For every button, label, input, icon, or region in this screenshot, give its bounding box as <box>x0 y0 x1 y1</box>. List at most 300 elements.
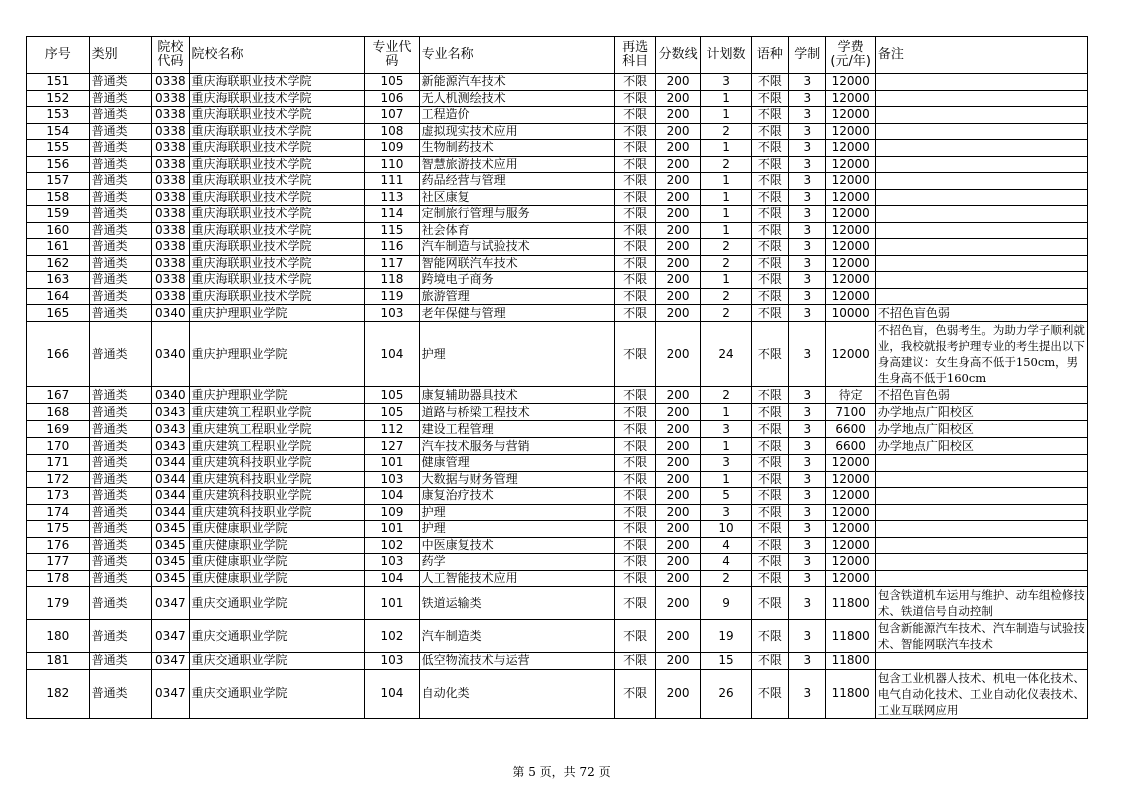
cell-school-code: 0343 <box>152 438 189 455</box>
cell-school-name: 重庆护理职业学院 <box>189 305 365 322</box>
cell-years: 3 <box>789 222 826 239</box>
cell-reselect: 不限 <box>615 504 655 521</box>
cell-seq: 156 <box>27 156 90 173</box>
cell-category: 普通类 <box>89 322 152 387</box>
cell-plan: 1 <box>701 222 751 239</box>
cell-plan: 4 <box>701 554 751 571</box>
cell-fee: 12000 <box>826 537 875 554</box>
cell-note <box>875 206 1087 223</box>
cell-school-code: 0340 <box>152 322 189 387</box>
cell-major-code: 112 <box>365 421 420 438</box>
cell-plan: 2 <box>701 156 751 173</box>
cell-years: 3 <box>789 272 826 289</box>
cell-school-name: 重庆海联职业技术学院 <box>189 156 365 173</box>
cell-score: 200 <box>655 123 700 140</box>
cell-note <box>875 173 1087 190</box>
cell-reselect: 不限 <box>615 173 655 190</box>
cell-note <box>875 140 1087 157</box>
cell-major-name: 生物制药技术 <box>419 140 615 157</box>
header-major-name: 专业名称 <box>419 37 615 74</box>
cell-major-name: 智慧旅游技术应用 <box>419 156 615 173</box>
cell-lang: 不限 <box>751 521 788 538</box>
cell-school-name: 重庆健康职业学院 <box>189 570 365 587</box>
cell-fee: 12000 <box>826 140 875 157</box>
cell-school-code: 0338 <box>152 74 189 91</box>
cell-years: 3 <box>789 554 826 571</box>
cell-school-code: 0344 <box>152 488 189 505</box>
cell-category: 普通类 <box>89 521 152 538</box>
table-row <box>27 272 1088 289</box>
header-school-name: 院校名称 <box>189 37 365 74</box>
cell-fee: 12000 <box>826 156 875 173</box>
cell-school-code: 0347 <box>152 669 189 718</box>
table-row <box>27 288 1088 305</box>
cell-score: 200 <box>655 421 700 438</box>
cell-reselect: 不限 <box>615 669 655 718</box>
cell-major-name: 药学 <box>419 554 615 571</box>
cell-lang: 不限 <box>751 404 788 421</box>
cell-fee: 6600 <box>826 421 875 438</box>
cell-note <box>875 156 1087 173</box>
cell-category: 普通类 <box>89 537 152 554</box>
cell-years: 3 <box>789 74 826 91</box>
cell-seq: 159 <box>27 206 90 223</box>
cell-seq: 157 <box>27 173 90 190</box>
cell-fee: 12000 <box>826 107 875 124</box>
cell-school-name: 重庆交通职业学院 <box>189 620 365 653</box>
cell-note <box>875 123 1087 140</box>
cell-major-name: 大数据与财务管理 <box>419 471 615 488</box>
cell-plan: 5 <box>701 488 751 505</box>
header-reselect: 再选科目 <box>615 37 655 74</box>
cell-note <box>875 255 1087 272</box>
table-row <box>27 404 1088 421</box>
header-lang: 语种 <box>751 37 788 74</box>
table-row <box>27 189 1088 206</box>
cell-major-code: 109 <box>365 140 420 157</box>
cell-score: 200 <box>655 404 700 421</box>
cell-years: 3 <box>789 404 826 421</box>
cell-lang: 不限 <box>751 107 788 124</box>
cell-plan: 2 <box>701 239 751 256</box>
cell-years: 3 <box>789 189 826 206</box>
cell-years: 3 <box>789 156 826 173</box>
cell-major-name: 汽车制造类 <box>419 620 615 653</box>
cell-category: 普通类 <box>89 488 152 505</box>
cell-seq: 170 <box>27 438 90 455</box>
cell-years: 3 <box>789 305 826 322</box>
cell-years: 3 <box>789 570 826 587</box>
cell-major-code: 107 <box>365 107 420 124</box>
cell-years: 3 <box>789 653 826 670</box>
cell-seq: 168 <box>27 404 90 421</box>
table-row <box>27 504 1088 521</box>
cell-category: 普通类 <box>89 387 152 404</box>
cell-major-name: 建设工程管理 <box>419 421 615 438</box>
cell-seq: 155 <box>27 140 90 157</box>
cell-school-name: 重庆建筑科技职业学院 <box>189 471 365 488</box>
cell-fee: 12000 <box>826 123 875 140</box>
cell-category: 普通类 <box>89 255 152 272</box>
table-row <box>27 387 1088 404</box>
table-row <box>27 554 1088 571</box>
cell-school-code: 0347 <box>152 653 189 670</box>
cell-major-code: 118 <box>365 272 420 289</box>
cell-major-name: 低空物流技术与运营 <box>419 653 615 670</box>
cell-major-code: 113 <box>365 189 420 206</box>
cell-major-name: 老年保健与管理 <box>419 305 615 322</box>
cell-seq: 179 <box>27 587 90 620</box>
table-row <box>27 239 1088 256</box>
cell-reselect: 不限 <box>615 653 655 670</box>
cell-fee: 12000 <box>826 90 875 107</box>
cell-major-code: 104 <box>365 570 420 587</box>
table-row <box>27 90 1088 107</box>
cell-reselect: 不限 <box>615 554 655 571</box>
cell-major-code: 116 <box>365 239 420 256</box>
cell-score: 200 <box>655 521 700 538</box>
cell-years: 3 <box>789 537 826 554</box>
table-row <box>27 653 1088 670</box>
cell-reselect: 不限 <box>615 587 655 620</box>
cell-seq: 182 <box>27 669 90 718</box>
cell-school-code: 0344 <box>152 471 189 488</box>
cell-seq: 173 <box>27 488 90 505</box>
cell-school-code: 0338 <box>152 107 189 124</box>
cell-plan: 9 <box>701 587 751 620</box>
cell-seq: 153 <box>27 107 90 124</box>
page-footer: 第 5 页，共 72 页 <box>512 765 611 779</box>
cell-major-name: 护理 <box>419 504 615 521</box>
cell-note: 包含新能源汽车技术、汽车制造与试验技术、智能网联汽车技术 <box>875 620 1087 653</box>
cell-score: 200 <box>655 488 700 505</box>
cell-note <box>875 272 1087 289</box>
cell-reselect: 不限 <box>615 107 655 124</box>
header-major-code: 专业代码 <box>365 37 420 74</box>
cell-years: 3 <box>789 140 826 157</box>
cell-lang: 不限 <box>751 206 788 223</box>
cell-major-code: 103 <box>365 554 420 571</box>
cell-lang: 不限 <box>751 239 788 256</box>
cell-lang: 不限 <box>751 504 788 521</box>
cell-reselect: 不限 <box>615 471 655 488</box>
cell-years: 3 <box>789 322 826 387</box>
cell-lang: 不限 <box>751 305 788 322</box>
cell-category: 普通类 <box>89 288 152 305</box>
cell-score: 200 <box>655 669 700 718</box>
cell-years: 3 <box>789 255 826 272</box>
cell-major-code: 103 <box>365 305 420 322</box>
cell-major-code: 102 <box>365 537 420 554</box>
cell-score: 200 <box>655 107 700 124</box>
cell-plan: 24 <box>701 322 751 387</box>
cell-plan: 3 <box>701 421 751 438</box>
cell-years: 3 <box>789 669 826 718</box>
cell-reselect: 不限 <box>615 74 655 91</box>
cell-plan: 19 <box>701 620 751 653</box>
cell-category: 普通类 <box>89 669 152 718</box>
cell-school-name: 重庆健康职业学院 <box>189 537 365 554</box>
cell-school-code: 0345 <box>152 570 189 587</box>
cell-seq: 171 <box>27 455 90 472</box>
cell-plan: 2 <box>701 305 751 322</box>
cell-major-code: 101 <box>365 455 420 472</box>
cell-school-name: 重庆海联职业技术学院 <box>189 107 365 124</box>
cell-category: 普通类 <box>89 189 152 206</box>
cell-seq: 164 <box>27 288 90 305</box>
cell-plan: 10 <box>701 521 751 538</box>
cell-note: 不招色盲色弱 <box>875 305 1087 322</box>
header-category: 类别 <box>89 37 152 74</box>
cell-lang: 不限 <box>751 421 788 438</box>
cell-major-name: 社区康复 <box>419 189 615 206</box>
cell-reselect: 不限 <box>615 123 655 140</box>
cell-note <box>875 222 1087 239</box>
cell-major-code: 103 <box>365 471 420 488</box>
cell-years: 3 <box>789 421 826 438</box>
cell-school-name: 重庆海联职业技术学院 <box>189 239 365 256</box>
cell-category: 普通类 <box>89 438 152 455</box>
cell-school-name: 重庆海联职业技术学院 <box>189 189 365 206</box>
cell-plan: 1 <box>701 438 751 455</box>
cell-reselect: 不限 <box>615 570 655 587</box>
cell-school-code: 0340 <box>152 305 189 322</box>
cell-score: 200 <box>655 140 700 157</box>
cell-score: 200 <box>655 455 700 472</box>
cell-major-code: 103 <box>365 653 420 670</box>
cell-fee: 11800 <box>826 653 875 670</box>
table-row <box>27 123 1088 140</box>
cell-seq: 178 <box>27 570 90 587</box>
cell-note <box>875 189 1087 206</box>
cell-note <box>875 239 1087 256</box>
header-row <box>27 37 1088 74</box>
cell-school-code: 0345 <box>152 554 189 571</box>
cell-major-name: 无人机测绘技术 <box>419 90 615 107</box>
cell-major-name: 虚拟现实技术应用 <box>419 123 615 140</box>
cell-years: 3 <box>789 107 826 124</box>
cell-note: 办学地点广阳校区 <box>875 438 1087 455</box>
cell-school-name: 重庆海联职业技术学院 <box>189 74 365 91</box>
table-row <box>27 156 1088 173</box>
cell-reselect: 不限 <box>615 272 655 289</box>
cell-years: 3 <box>789 173 826 190</box>
cell-years: 3 <box>789 504 826 521</box>
cell-category: 普通类 <box>89 222 152 239</box>
cell-lang: 不限 <box>751 587 788 620</box>
cell-plan: 2 <box>701 255 751 272</box>
table-row <box>27 140 1088 157</box>
cell-seq: 154 <box>27 123 90 140</box>
cell-school-name: 重庆海联职业技术学院 <box>189 90 365 107</box>
header-years: 学制 <box>789 37 826 74</box>
cell-reselect: 不限 <box>615 455 655 472</box>
cell-category: 普通类 <box>89 272 152 289</box>
cell-category: 普通类 <box>89 123 152 140</box>
cell-fee: 12000 <box>826 206 875 223</box>
table-row <box>27 206 1088 223</box>
cell-plan: 1 <box>701 272 751 289</box>
cell-school-name: 重庆海联职业技术学院 <box>189 173 365 190</box>
cell-school-code: 0338 <box>152 288 189 305</box>
header-fee: 学费(元/年) <box>826 37 875 74</box>
cell-lang: 不限 <box>751 156 788 173</box>
cell-school-code: 0338 <box>152 189 189 206</box>
cell-reselect: 不限 <box>615 189 655 206</box>
cell-plan: 4 <box>701 537 751 554</box>
cell-major-code: 106 <box>365 90 420 107</box>
table-row <box>27 471 1088 488</box>
cell-score: 200 <box>655 653 700 670</box>
cell-category: 普通类 <box>89 421 152 438</box>
cell-fee: 11800 <box>826 669 875 718</box>
cell-major-code: 115 <box>365 222 420 239</box>
cell-reselect: 不限 <box>615 156 655 173</box>
cell-score: 200 <box>655 587 700 620</box>
cell-seq: 160 <box>27 222 90 239</box>
cell-seq: 175 <box>27 521 90 538</box>
cell-major-code: 101 <box>365 521 420 538</box>
cell-plan: 3 <box>701 504 751 521</box>
cell-lang: 不限 <box>751 255 788 272</box>
cell-category: 普通类 <box>89 404 152 421</box>
cell-years: 3 <box>789 239 826 256</box>
cell-score: 200 <box>655 537 700 554</box>
cell-fee: 12000 <box>826 74 875 91</box>
table-row <box>27 438 1088 455</box>
cell-major-name: 健康管理 <box>419 455 615 472</box>
table-row <box>27 521 1088 538</box>
cell-note <box>875 554 1087 571</box>
cell-plan: 1 <box>701 140 751 157</box>
cell-school-name: 重庆护理职业学院 <box>189 322 365 387</box>
cell-plan: 1 <box>701 404 751 421</box>
table-row <box>27 173 1088 190</box>
cell-major-name: 旅游管理 <box>419 288 615 305</box>
cell-fee: 12000 <box>826 288 875 305</box>
table-row <box>27 488 1088 505</box>
cell-school-name: 重庆海联职业技术学院 <box>189 272 365 289</box>
cell-major-code: 114 <box>365 206 420 223</box>
cell-score: 200 <box>655 222 700 239</box>
cell-reselect: 不限 <box>615 255 655 272</box>
cell-major-name: 道路与桥梁工程技术 <box>419 404 615 421</box>
cell-lang: 不限 <box>751 653 788 670</box>
cell-plan: 1 <box>701 107 751 124</box>
table-row <box>27 222 1088 239</box>
cell-note <box>875 488 1087 505</box>
cell-school-name: 重庆海联职业技术学院 <box>189 288 365 305</box>
cell-major-name: 新能源汽车技术 <box>419 74 615 91</box>
table-row <box>27 305 1088 322</box>
table-row <box>27 669 1088 718</box>
cell-reselect: 不限 <box>615 206 655 223</box>
cell-years: 3 <box>789 620 826 653</box>
cell-school-name: 重庆建筑工程职业学院 <box>189 421 365 438</box>
cell-note <box>875 471 1087 488</box>
table-body <box>27 74 1088 719</box>
cell-major-code: 105 <box>365 404 420 421</box>
cell-fee: 10000 <box>826 305 875 322</box>
cell-fee: 12000 <box>826 272 875 289</box>
cell-lang: 不限 <box>751 471 788 488</box>
cell-category: 普通类 <box>89 107 152 124</box>
cell-school-name: 重庆海联职业技术学院 <box>189 206 365 223</box>
cell-note: 办学地点广阳校区 <box>875 404 1087 421</box>
cell-plan: 26 <box>701 669 751 718</box>
cell-score: 200 <box>655 90 700 107</box>
cell-lang: 不限 <box>751 90 788 107</box>
cell-lang: 不限 <box>751 222 788 239</box>
cell-seq: 151 <box>27 74 90 91</box>
cell-school-code: 0338 <box>152 222 189 239</box>
cell-school-code: 0344 <box>152 455 189 472</box>
cell-major-code: 109 <box>365 504 420 521</box>
cell-score: 200 <box>655 570 700 587</box>
table-row <box>27 570 1088 587</box>
cell-major-code: 108 <box>365 123 420 140</box>
cell-category: 普通类 <box>89 74 152 91</box>
cell-lang: 不限 <box>751 387 788 404</box>
cell-note <box>875 653 1087 670</box>
table-row <box>27 74 1088 91</box>
cell-major-name: 定制旅行管理与服务 <box>419 206 615 223</box>
cell-fee: 12000 <box>826 554 875 571</box>
cell-school-code: 0340 <box>152 387 189 404</box>
cell-lang: 不限 <box>751 140 788 157</box>
cell-major-name: 智能网联汽车技术 <box>419 255 615 272</box>
cell-note <box>875 570 1087 587</box>
cell-years: 3 <box>789 123 826 140</box>
cell-major-name: 自动化类 <box>419 669 615 718</box>
cell-note: 不招色盲，色弱考生。为助力学子顺利就业，我校就报考护理专业的考生提出以下身高建议：女生身高不低于150cm，男生身高不低于160cm <box>875 322 1087 387</box>
cell-fee: 待定 <box>826 387 875 404</box>
cell-lang: 不限 <box>751 322 788 387</box>
cell-plan: 3 <box>701 455 751 472</box>
cell-score: 200 <box>655 156 700 173</box>
cell-school-name: 重庆建筑科技职业学院 <box>189 504 365 521</box>
cell-lang: 不限 <box>751 288 788 305</box>
cell-seq: 174 <box>27 504 90 521</box>
cell-score: 200 <box>655 74 700 91</box>
cell-fee: 12000 <box>826 471 875 488</box>
cell-lang: 不限 <box>751 173 788 190</box>
cell-score: 200 <box>655 239 700 256</box>
cell-note <box>875 288 1087 305</box>
header-school-code: 院校代码 <box>152 37 189 74</box>
cell-lang: 不限 <box>751 537 788 554</box>
cell-plan: 2 <box>701 123 751 140</box>
cell-score: 200 <box>655 206 700 223</box>
cell-years: 3 <box>789 488 826 505</box>
cell-major-name: 康复辅助器具技术 <box>419 387 615 404</box>
header-seq: 序号 <box>27 37 90 74</box>
cell-seq: 172 <box>27 471 90 488</box>
cell-fee: 12000 <box>826 222 875 239</box>
cell-category: 普通类 <box>89 455 152 472</box>
cell-category: 普通类 <box>89 570 152 587</box>
cell-school-code: 0343 <box>152 421 189 438</box>
cell-plan: 1 <box>701 189 751 206</box>
cell-school-code: 0338 <box>152 173 189 190</box>
cell-score: 200 <box>655 189 700 206</box>
cell-fee: 12000 <box>826 239 875 256</box>
cell-school-name: 重庆健康职业学院 <box>189 521 365 538</box>
cell-school-code: 0338 <box>152 123 189 140</box>
cell-plan: 2 <box>701 570 751 587</box>
header-note: 备注 <box>875 37 1087 74</box>
cell-school-name: 重庆海联职业技术学院 <box>189 123 365 140</box>
